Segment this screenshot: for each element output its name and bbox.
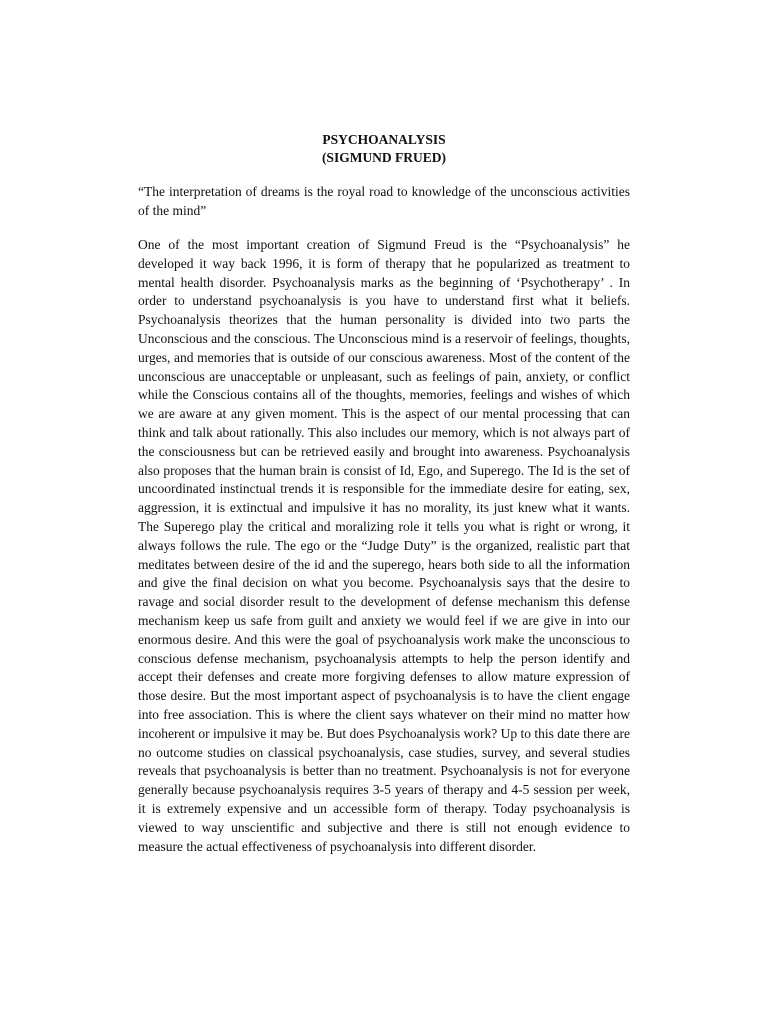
document-subtitle: (SIGMUND FRUED) bbox=[321, 150, 447, 165]
body-paragraph: One of the most important creation of Sigmund Freud is the “Psychoanalysis” he developed it way back 1996, it is form of therapy that he popularized as treatment to mental health disorder. Psychoanalysis marks as the beginning of ‘Psychotherapy’ . In order to understand psychoanalysis is you have to understand first what it beliefs. Psychoanalysis theorizes that the human personality is divided into two parts the Unconscious and the conscious. The Unconscious mind is a reservoir of feelings, thoughts, urges, and memories that is outside of our conscious awareness. Most of the content of the unconscious are unacceptable or unpleasant, such as feelings of pain, anxiety, or conflict while the Conscious contains all of the thoughts, memories, feelings and wishes of which we are aware at any given moment. This is the aspect of our mental processing that can think and talk about rationally. This also includes our memory, which is not always part of the consciousness but can be retrieved easily and brought into awareness. Psychoanalysis also proposes that the human brain is consist of Id, Ego, and Superego. The Id is the set of uncoordinated instinctual trends it is responsible for the immediate desire for eating, sex, aggression, it is extinctual and impulsive it has no morality, its just knew what it wants. The Superego play the critical and moralizing role it tells you what is right or wrong, it always follows the rule. The ego or the “Judge Duty” is the organized, realistic part that meditates between desire of the id and the superego, hears both side to all the information and give the final decision on what you become. Psychoanalysis says that the desire to ravage and social disorder result to the development of defense mechanism this defense mechanism keep us safe from guilt and anxiety we would feel if we are give in into our enormous desire. And this were the goal of psychoanalysis work make the unconscious to conscious defense mechanism, psychoanalysis attempts to help the person identify and accept their defenses and create more forgiving defenses to allow mature expression of those desire. But the most important aspect of psychoanalysis is to have the client engage into free association. This is where the client says whatever on their mind no matter how incoherent or impulsive it may be. But does Psychoanalysis work? Up to this date there are no outcome studies on classical psychoanalysis, case studies, survey, and several studies reveals that psychoanalysis is better than no treatment. Psychoanalysis is not for everyone generally because psychoanalysis requires 3-5 years of therapy and 4-5 session per week, it is extremely expensive and un accessible form of therapy. Today psychoanalysis is viewed to way unscientific and subjective and there is still not enough evidence to measure the actual effectiveness of psychoanalysis into different disorder. bbox=[138, 237, 630, 854]
epigraph-quote: “The interpretation of dreams is the royal road to knowledge of the unconscious activities of the mind” bbox=[138, 184, 630, 218]
document-title: PSYCHOANALYSIS bbox=[322, 132, 446, 147]
